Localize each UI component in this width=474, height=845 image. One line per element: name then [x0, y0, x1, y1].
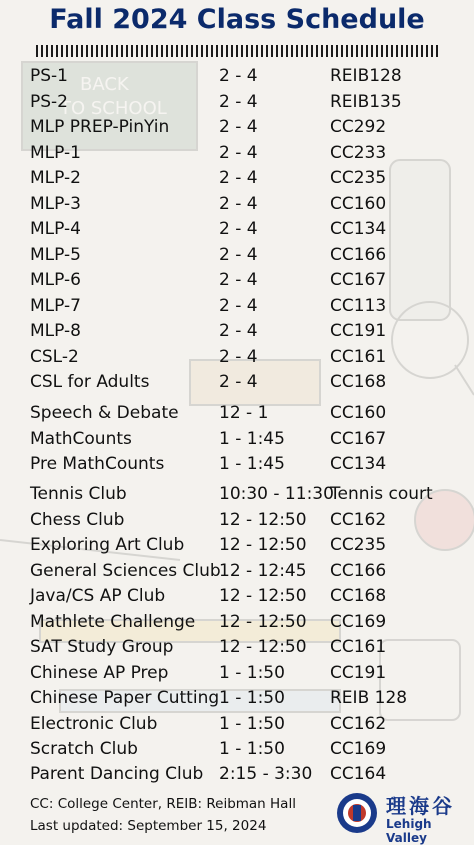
class-name: PS-1: [30, 66, 68, 86]
class-name: Chinese Paper Cutting: [30, 688, 220, 708]
class-room: CC166: [330, 244, 387, 265]
class-room: CC134: [330, 219, 387, 239]
logo-chinese-text: 理海谷: [386, 794, 455, 818]
class-time: 1 - 1:50: [219, 713, 285, 734]
chalkboard-text-line-2: TO SCHOOL: [60, 98, 167, 119]
class-room: Tennis court: [330, 484, 433, 504]
class-name: CSL-2: [30, 346, 79, 367]
class-time: 2 - 4: [219, 372, 258, 392]
class-room: CC167: [330, 428, 387, 449]
class-name: Speech & Debate: [30, 403, 179, 423]
class-name: MLP-7: [30, 295, 81, 316]
class-time: 2 - 4: [219, 91, 258, 112]
class-room: CC292: [330, 117, 387, 137]
schedule-row: [0, 661, 474, 685]
class-time: 2 - 4: [219, 346, 258, 367]
class-time: 2 - 4: [219, 193, 258, 214]
class-room: CC113: [330, 295, 387, 316]
schedule-row: [0, 64, 474, 88]
class-room: CC169: [330, 739, 387, 759]
class-room: CC169: [330, 611, 387, 632]
class-name: Pre MathCounts: [30, 454, 165, 474]
class-time: 12 - 12:50: [219, 509, 307, 530]
class-room: CC162: [330, 713, 387, 734]
class-name: MLP PREP-PinYin: [30, 117, 170, 137]
class-time: 2 - 4: [219, 244, 258, 265]
class-time: 10:30 - 11:30: [219, 484, 334, 504]
class-name: MLP-6: [30, 270, 81, 290]
schedule-row: [0, 533, 474, 557]
class-room: CC168: [330, 586, 387, 606]
class-name: MLP-1: [30, 142, 81, 163]
class-time: 2 - 4: [219, 219, 258, 239]
class-name: CSL for Adults: [30, 372, 150, 392]
schedule-row: [0, 559, 474, 583]
class-time: 12 - 12:50: [219, 637, 307, 657]
class-room: CC162: [330, 509, 387, 530]
schedule-row: [0, 319, 474, 343]
class-time: 2 - 4: [219, 295, 258, 316]
schedule-row: [0, 482, 474, 506]
schedule-row: [0, 610, 474, 634]
class-time: 2 - 4: [219, 117, 258, 137]
class-time: 2 - 4: [219, 142, 258, 163]
schedule-row: [0, 762, 474, 786]
class-time: 1 - 1:50: [219, 688, 285, 708]
schedule-row: [0, 90, 474, 114]
schedule-row: [0, 508, 474, 532]
last-updated: Last updated: September 15, 2024: [30, 818, 267, 834]
class-room: CC168: [330, 372, 387, 392]
schedule-row: [0, 370, 474, 394]
logo-english-text: Lehigh Valley: [386, 817, 432, 845]
class-room: CC164: [330, 764, 387, 784]
class-room: CC134: [330, 454, 387, 474]
class-room: CC161: [330, 637, 387, 657]
class-room: REIB135: [330, 91, 402, 112]
room-legend: CC: College Center, REIB: Reibman Hall: [30, 796, 296, 812]
class-room: CC235: [330, 535, 387, 555]
class-time: 12 - 12:45: [219, 560, 307, 581]
schedule-row: [0, 192, 474, 216]
class-room: CC191: [330, 321, 387, 341]
class-room: CC191: [330, 662, 387, 683]
class-name: PS-2: [30, 91, 68, 112]
schedule-row: [0, 268, 474, 292]
class-name: MLP-2: [30, 168, 81, 188]
class-time: 2:15 - 3:30: [219, 764, 313, 784]
class-time: 2 - 4: [219, 66, 258, 86]
class-room: REIB 128: [330, 688, 408, 708]
class-name: Mathlete Challenge: [30, 611, 196, 632]
class-time: 2 - 4: [219, 270, 258, 290]
class-name: MLP-5: [30, 244, 81, 265]
school-seal-icon: [336, 792, 378, 834]
class-time: 2 - 4: [219, 321, 258, 341]
class-room: CC235: [330, 168, 387, 188]
schedule-row: [0, 217, 474, 241]
class-room: CC233: [330, 142, 387, 163]
class-time: 2 - 4: [219, 168, 258, 188]
class-name: Scratch Club: [30, 739, 138, 759]
class-room: CC167: [330, 270, 387, 290]
class-time: 1 - 1:45: [219, 428, 285, 449]
schedule-row: [0, 737, 474, 761]
class-name: Java/CS AP Club: [30, 586, 166, 606]
schedule-row: [0, 294, 474, 318]
class-name: Chess Club: [30, 509, 125, 530]
class-name: Parent Dancing Club: [30, 764, 204, 784]
class-time: 12 - 12:50: [219, 586, 307, 606]
schedule-row: [0, 452, 474, 476]
class-name: MLP-4: [30, 219, 81, 239]
schedule-row: [0, 427, 474, 451]
class-name: Chinese AP Prep: [30, 662, 169, 683]
schedule-row: [0, 115, 474, 139]
schedule-row: [0, 166, 474, 190]
class-name: SAT Study Group: [30, 637, 174, 657]
class-room: CC160: [330, 193, 387, 214]
page-title: Fall 2024 Class Schedule: [49, 4, 425, 35]
class-time: 1 - 1:45: [219, 454, 285, 474]
schedule-row: [0, 712, 474, 736]
class-room: CC160: [330, 403, 387, 423]
class-time: 12 - 1: [219, 403, 269, 423]
schedule-row: [0, 686, 474, 710]
class-room: CC166: [330, 560, 387, 581]
schedule-row: [0, 243, 474, 267]
schedule-row: [0, 141, 474, 165]
class-time: 12 - 12:50: [219, 611, 307, 632]
schedule-row: [0, 584, 474, 608]
schedule-row: [0, 635, 474, 659]
class-room: CC161: [330, 346, 387, 367]
schedule-row: [0, 401, 474, 425]
class-room: REIB128: [330, 66, 402, 86]
class-time: 1 - 1:50: [219, 739, 285, 759]
class-time: 1 - 1:50: [219, 662, 285, 683]
school-logo: [336, 790, 468, 845]
class-name: Tennis Club: [30, 484, 127, 504]
class-name: MLP-8: [30, 321, 81, 341]
class-name: MathCounts: [30, 428, 132, 449]
class-time: 12 - 12:50: [219, 535, 307, 555]
class-name: Electronic Club: [30, 713, 158, 734]
class-name: General Sciences Club: [30, 560, 221, 581]
chalkboard-text-line-1: BACK: [80, 74, 129, 95]
class-name: Exploring Art Club: [30, 535, 185, 555]
class-name: MLP-3: [30, 193, 81, 214]
schedule-row: [0, 345, 474, 369]
